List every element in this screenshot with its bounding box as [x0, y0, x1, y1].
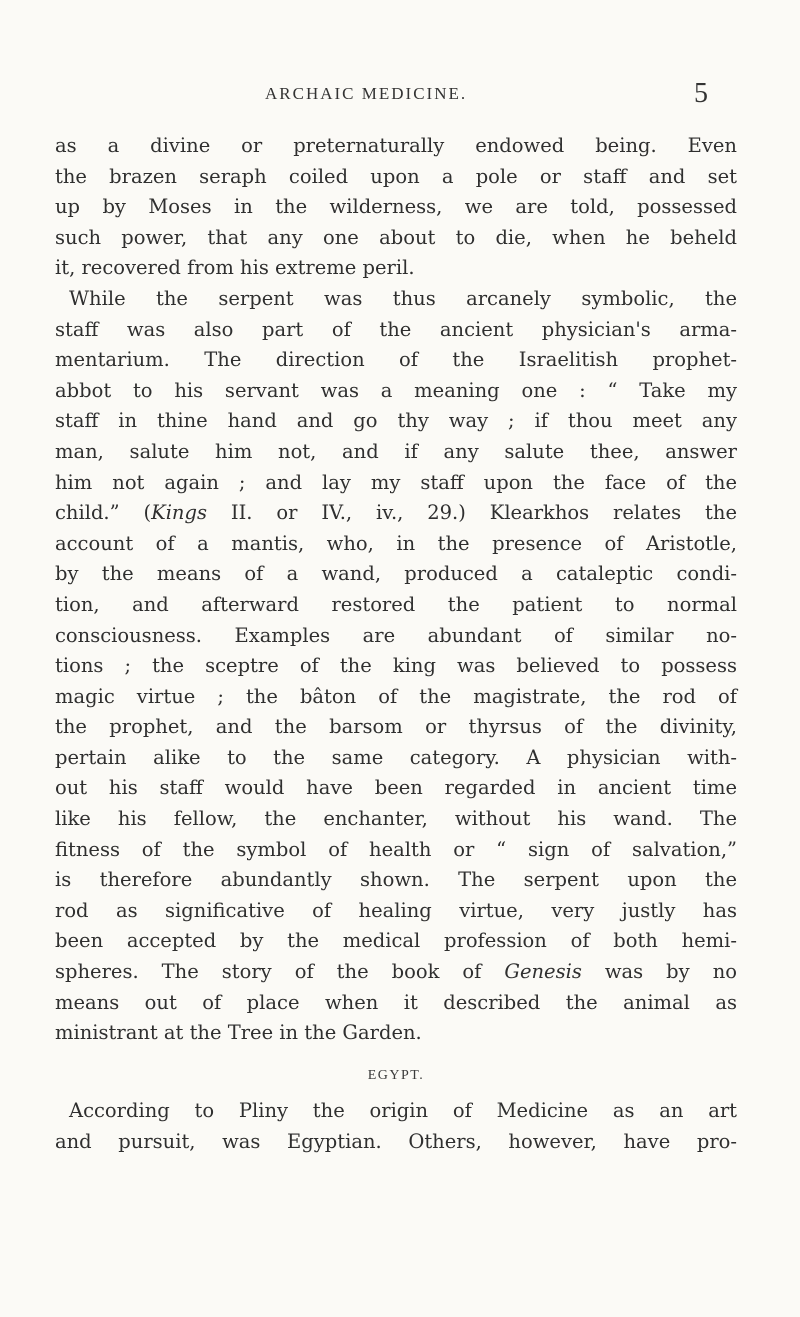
text-line: as a divine or preternaturally endowed being. Even: [55, 134, 737, 157]
text-line: such power, that any one about to die, when he beheld: [55, 225, 737, 249]
text-line: like his fellow, the enchanter, without his wand. The: [55, 807, 737, 831]
text-segment: (: [143, 501, 152, 525]
text-line: staff in thine hand and go thy way ; if thou meet any: [55, 409, 737, 433]
citation-line: [55, 498, 737, 529]
page-number: 5: [694, 78, 708, 109]
text-line: man, salute him not, and if any salute thee, answer: [55, 439, 737, 463]
text-line: abbot to his servant was a meaning one : “ Take my: [55, 378, 737, 402]
text-line: means out of place when it described the animal as: [55, 990, 737, 1014]
text-line: mentarium. The direction of the Israelitish prophet-: [55, 348, 737, 372]
text-line: tions ; the sceptre of the king was believed to possess: [55, 654, 737, 678]
text-line: the prophet, and the barsom or thyrsus of the divinity,: [55, 715, 737, 739]
text-segment: was by no: [581, 960, 737, 984]
text-line: up by Moses in the wilderness, we are told, possessed: [55, 195, 737, 219]
text-segment: child.”: [55, 501, 120, 525]
text-line: fitness of the symbol of health or “ sign of salvation,”: [55, 837, 737, 861]
text-line: account of a mantis, who, in the presence of Aristotle,: [55, 531, 737, 555]
book-title: Kings: [151, 501, 207, 525]
text-line: out his staff would have been regarded in ancient time: [55, 776, 737, 800]
text-line: the brazen seraph coiled upon a pole or staff and set: [55, 164, 737, 188]
text-segment: II. or IV., iv., 29.) Klearkhos relates the: [206, 501, 737, 525]
running-title: ARCHAIC MEDICINE.: [265, 84, 468, 103]
text-line: According to Pliny the origin of Medicine as an art: [69, 1099, 737, 1123]
running-head: [0, 78, 800, 108]
text-line: him not again ; and lay my staff upon the face of the: [55, 470, 737, 494]
text-line: ministrant at the Tree in the Garden.: [55, 1021, 422, 1045]
text-line: it, recovered from his extreme peril.: [55, 256, 415, 280]
text-line: been accepted by the medical profession of both hemi-: [55, 929, 737, 953]
text-line: tion, and afterward restored the patient to normal: [55, 592, 737, 616]
body-text: [55, 131, 745, 1158]
text-line: and pursuit, was Egyptian. Others, however, have pro-: [55, 1130, 737, 1153]
text-line: rod as significative of healing virtue, very justly has: [55, 898, 737, 922]
section-heading: EGYPT.: [367, 1067, 425, 1083]
text-line: magic virtue ; the bâton of the magistrate, the rod of: [55, 684, 737, 708]
text-line: pertain alike to the same category. A physician with-: [55, 745, 737, 769]
text-line: staff was also part of the ancient physician's arma-: [55, 317, 737, 341]
genesis-line: [55, 957, 737, 988]
text-line: is therefore abundantly shown. The serpent upon the: [55, 868, 737, 892]
text-line: consciousness. Examples are abundant of similar no-: [55, 623, 737, 647]
book-title: Genesis: [504, 960, 582, 984]
text-line: While the serpent was thus arcanely symbolic, the: [69, 286, 737, 310]
text-line: by the means of a wand, produced a cataleptic condi-: [55, 562, 737, 586]
text-segment: spheres. The story of the book of: [55, 960, 482, 984]
